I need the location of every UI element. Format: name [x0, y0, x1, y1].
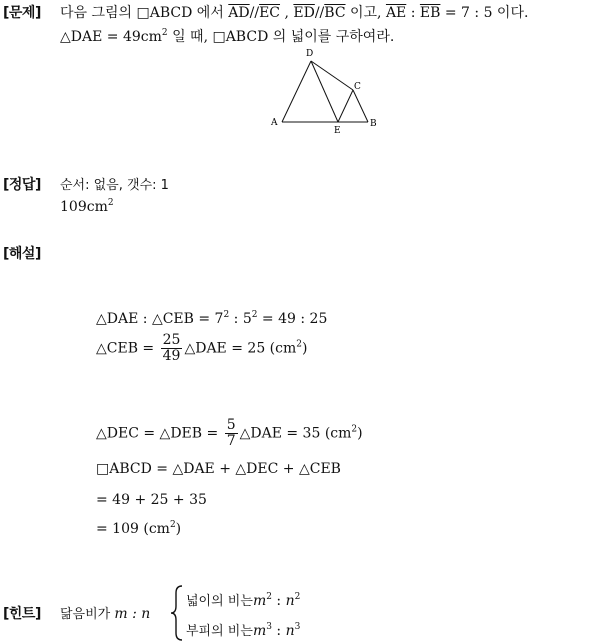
segment-bc: $\overline{BC}$: [324, 5, 346, 21]
eq-text: △DEC = △DEB =: [96, 425, 223, 442]
eq-text: ): [175, 521, 182, 537]
vertex-label-d: D: [306, 49, 314, 59]
eq-text: = 109 (cm: [96, 521, 170, 537]
fraction: [161, 333, 183, 364]
parallel-sign: //: [314, 5, 325, 21]
vertex-label-a: A: [271, 118, 278, 128]
solution-line-6: [96, 521, 181, 537]
superscript: 2: [161, 28, 168, 38]
hint-brace: [170, 584, 184, 642]
eq-text: ): [357, 425, 363, 442]
eq-text: △DAE = 25 (cm: [184, 340, 297, 357]
segment-eb: $\overline{EB}$: [419, 5, 441, 21]
problem-line-1: [60, 2, 528, 22]
superscript: 2: [169, 520, 176, 530]
segment-ad: $\overline{AD}$: [228, 5, 250, 21]
answer-value: [60, 199, 114, 215]
superscript: 3: [294, 622, 301, 632]
superscript: 2: [251, 310, 258, 320]
hint-prefix: [60, 603, 150, 622]
denominator: 49: [162, 348, 181, 364]
superscript: 2: [266, 592, 272, 602]
var-m: m: [252, 593, 267, 609]
solution-line-2: [96, 333, 307, 364]
var-n: n: [285, 623, 295, 639]
solution-line-5: = 49 + 25 + 35: [96, 492, 207, 508]
superscript: 2: [294, 592, 301, 602]
superscript: 2: [296, 339, 302, 350]
parallel-sign: //: [249, 5, 260, 21]
solution-line-4: □ABCD = △DAE + △DEC + △CEB: [96, 461, 341, 477]
hint-volume-ratio: [186, 620, 300, 639]
segment-ec-line: [338, 90, 353, 122]
eq-text: △CEB =: [96, 340, 159, 357]
ratio-tail: = 7 : 5 이다.: [440, 5, 529, 21]
problem-question: 일 때, □ABCD 의 넓이를 구하여라.: [167, 29, 395, 45]
eq-text: △DAE = 35 (cm: [239, 425, 352, 442]
quadrilateral-figure: [268, 46, 384, 138]
problem-label: [문제]: [3, 5, 41, 21]
colon: :: [406, 5, 420, 21]
var-m: m: [252, 623, 267, 639]
answer-order: 순서: 없음, 갯수: 1: [60, 178, 169, 193]
superscript: 2: [107, 198, 114, 208]
eq-text: △DAE : △CEB = 7: [96, 311, 224, 327]
hint-area-label: 넓이의 비는: [186, 594, 253, 609]
side-ad: [282, 61, 311, 122]
solution-line-3: [96, 418, 363, 449]
eq-text: : 5: [229, 311, 252, 327]
vertex-label-e: E: [334, 126, 341, 136]
colon: :: [271, 623, 286, 639]
hint-area-ratio: [186, 590, 300, 609]
superscript: 2: [351, 424, 358, 435]
var-n: n: [285, 593, 295, 609]
answer-label: [정답]: [3, 177, 41, 193]
superscript: 2: [223, 310, 230, 320]
solution-label: [해설]: [3, 246, 41, 262]
denominator: 7: [226, 433, 236, 449]
fraction: [225, 418, 238, 449]
hint-volume-label: 부피의 비는: [186, 624, 253, 639]
answer-number: 109cm: [60, 199, 108, 215]
hint-label: [힌트]: [3, 606, 41, 622]
problem-line-2: [60, 26, 394, 46]
superscript: 3: [266, 622, 272, 632]
vertex-label-c: C: [354, 82, 361, 92]
segment-ae: $\overline{AE}$: [385, 5, 407, 21]
problem-area-given: △DAE = 49cm: [60, 29, 162, 45]
solution-line-1: [96, 311, 327, 327]
numerator: 25: [162, 332, 181, 348]
hint-text: 닮음비가: [60, 607, 115, 622]
problem-mid: 이고,: [345, 5, 386, 21]
numerator: 5: [226, 417, 236, 433]
vertex-label-b: B: [370, 119, 377, 129]
side-cb: [353, 90, 368, 122]
eq-text: ): [301, 340, 308, 357]
hint-ratio: m : n: [114, 606, 151, 622]
problem-intro: 다음 그림의 □ABCD 에서: [60, 5, 229, 21]
segment-ec: $\overline{EC}$: [259, 5, 281, 21]
segment-ed: $\overline{ED}$: [293, 5, 315, 21]
eq-text: = 49 : 25: [257, 311, 328, 327]
colon: :: [271, 593, 286, 609]
comma: ,: [280, 5, 294, 21]
